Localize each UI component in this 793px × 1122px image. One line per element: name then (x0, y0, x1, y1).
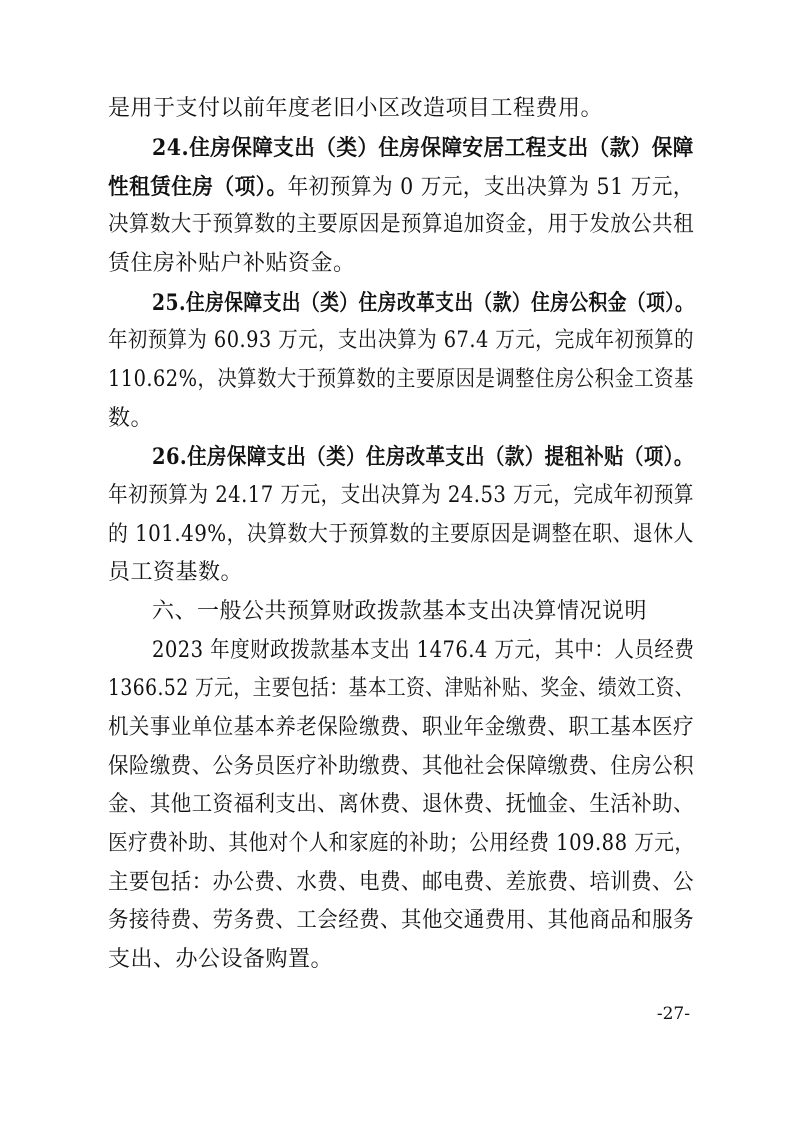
text-segment: 金、其他工资福利支出、离休费、退休费、抚恤金、生活补助、 (108, 792, 695, 817)
text-segment: 决算数大于预算数的主要原因是预算追加资金，用于发放公共租 (108, 212, 695, 237)
text-segment: 主要包括：办公费、水费、电费、邮电费、差旅费、培训费、公 (108, 870, 695, 895)
text-segment: 赁住房补贴户补贴资金。 (108, 251, 356, 276)
heading-segment: 六、一般公共预算财政拨款基本支出决算情况说明 (152, 599, 648, 624)
text-segment: 2023 年度财政拨款基本支出 1476.4 万元，其中：人员经费 (152, 638, 695, 663)
body-text-line (108, 361, 694, 399)
text-segment: 110.62%，决算数大于预算数的主要原因是调整住房公积金工资基 (108, 367, 694, 392)
text-segment: 保险缴费、公务员医疗补助缴费、其他社会保障缴费、住房公积 (108, 754, 695, 779)
text-segment: 支出、办公设备购置。 (108, 947, 334, 972)
body-text-line (108, 670, 694, 708)
text-segment: 年初预算为 60.93 万元，支出决算为 67.4 万元，完成年初预算的 (108, 328, 694, 353)
text-segment: 机关事业单位基本养老保险缴费、职业年金缴费、职工基本医疗 (108, 715, 695, 740)
body-text-line (108, 709, 695, 747)
text-segment: 是用于支付以前年度老旧小区改造项目工程费用。 (108, 96, 604, 121)
text-segment: 员工资基数。 (108, 560, 244, 585)
text-segment: 务接待费、劳务费、工会经费、其他交通费用、其他商品和服务 (108, 908, 695, 933)
body-text-line (152, 632, 695, 670)
section-heading-line (152, 129, 694, 167)
chapter-heading-line (152, 593, 694, 631)
page-number: -27- (656, 1004, 690, 1024)
section-heading-line (152, 438, 694, 476)
text-segment: 年初预算为 0 万元，支出决算为 51 万元， (287, 175, 694, 200)
text-segment: 的 101.49%，决算数大于预算数的主要原因是调整在职、退休人 (108, 522, 694, 547)
body-text-line (108, 90, 694, 128)
body-text-line (108, 825, 695, 863)
heading-segment: 25.住房保障支出（类）住房改革支出（款）住房公积金（项）。 (152, 290, 695, 316)
body-text-line (108, 206, 695, 244)
text-segment: 数。 (108, 406, 154, 431)
body-text-line (108, 516, 694, 554)
body-text-line (108, 168, 694, 206)
body-text-line (108, 245, 694, 283)
text-segment: 医疗费补助、其他对个人和家庭的补助；公用经费 109.88 万元， (108, 831, 695, 856)
body-text-line (108, 864, 695, 902)
body-text-line (108, 400, 694, 438)
body-text-line (108, 941, 694, 979)
section-heading-line (152, 284, 695, 322)
heading-segment: 性租赁住房（项）。 (108, 174, 288, 200)
heading-segment: 26.住房保障支出（类）住房改革支出（款）提租补贴（项）。 (152, 444, 694, 470)
body-text-line (108, 322, 694, 360)
body-text-line (108, 477, 694, 515)
text-segment: 年初预算为 24.17 万元，支出决算为 24.53 万元，完成年初预算 (108, 483, 694, 508)
body-text-line (108, 748, 695, 786)
heading-segment: 24.住房保障支出（类）住房保障安居工程支出（款）保障 (152, 135, 694, 161)
body-text-line (108, 786, 695, 824)
body-text-line (108, 902, 695, 940)
text-segment: 1366.52 万元，主要包括：基本工资、津贴补贴、奖金、绩效工资、 (108, 676, 694, 701)
body-text-line (108, 554, 694, 592)
